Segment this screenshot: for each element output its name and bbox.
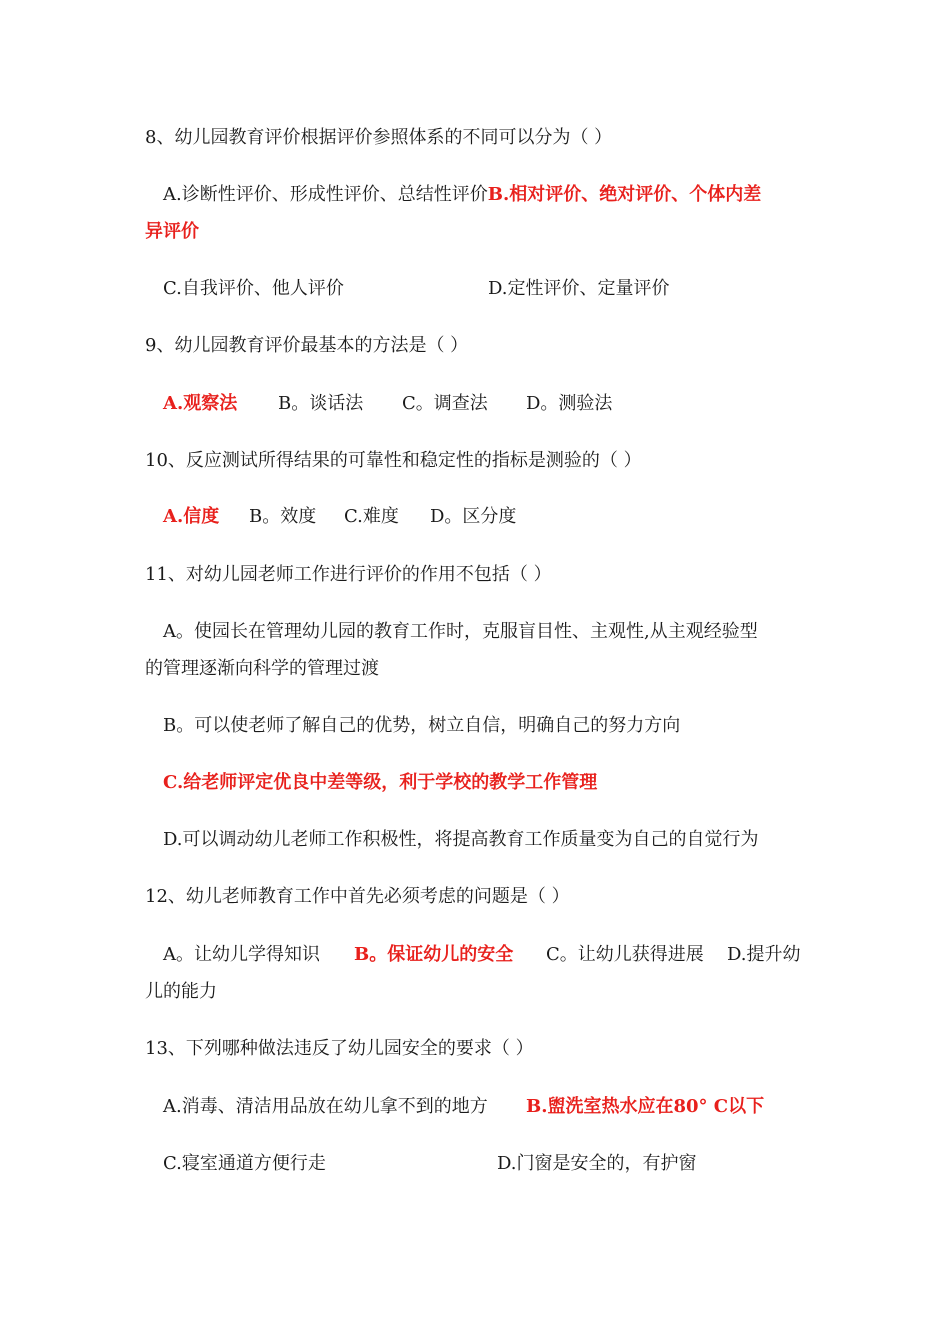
question-10-option-c: C.难度 (344, 506, 399, 527)
question-8-option-b-continuation: 异评价 (145, 221, 199, 242)
question-13-stem: 13、下列哪种做法违反了幼儿园安全的要求（ ） (145, 1038, 534, 1059)
question-8-option-c: C.自我评价、他人评价 (163, 278, 344, 299)
question-8-stem: 8、幼儿园教育评价根据评价参照体系的不同可以分为（ ） (145, 127, 613, 148)
question-12-stem: 12、幼儿老师教育工作中首先必须考虑的问题是（ ） (145, 886, 570, 907)
question-8-options-row-1 (163, 184, 761, 206)
question-9-stem: 9、幼儿园教育评价最基本的方法是（ ） (145, 335, 469, 356)
question-12-option-d-continuation: 儿的能力 (145, 981, 217, 1002)
question-9-option-c: C。调查法 (402, 393, 488, 414)
question-10-stem: 10、反应测试所得结果的可靠性和稳定性的指标是测验的（ ） (145, 450, 642, 471)
question-13-option-c: C.寝室通道方便行走 (163, 1153, 326, 1174)
question-11-option-c-answer: C.给老师评定优良中差等级，利于学校的教学工作管理 (163, 772, 598, 793)
question-8-option-d: D.定性评价、定量评价 (488, 278, 670, 299)
question-8-option-a: A.诊断性评价、形成性评价、总结性评价 (163, 184, 488, 205)
question-12-option-d: D.提升幼 (727, 944, 801, 965)
question-12-option-c: C。让幼儿获得进展 (546, 944, 704, 965)
question-10-option-d: D。区分度 (430, 506, 517, 527)
question-12-option-a: A。让幼儿学得知识 (163, 944, 320, 965)
question-11-option-b: B。可以使老师了解自己的优势，树立自信，明确自己的努力方向 (163, 715, 681, 736)
question-11-option-d: D.可以调动幼儿老师工作积极性，将提高教育工作质量变为自己的自觉行为 (163, 829, 759, 850)
question-11-option-a: A。使园长在管理幼儿园的教育工作时，克服盲目性、主观性,从主观经验型 (163, 621, 758, 642)
question-9-option-a-answer: A.观察法 (163, 393, 238, 414)
question-9-option-b: B。谈话法 (278, 393, 364, 414)
question-10-option-b: B。效度 (249, 506, 317, 527)
question-13-option-a: A.消毒、清洁用品放在幼儿拿不到的地方 (163, 1096, 488, 1117)
question-9-option-d: D。测验法 (526, 393, 613, 414)
question-11-option-a-continuation: 的管理逐渐向科学的管理过渡 (145, 658, 379, 679)
question-8-option-b-answer: B.相对评价、绝对评价、个体内差 (487, 184, 762, 205)
question-11-stem: 11、对幼儿园老师工作进行评价的作用不包括（ ） (145, 564, 552, 585)
question-12-option-b-answer: B。保证幼儿的安全 (354, 944, 514, 965)
question-13-option-b-answer: B.盥洗室热水应在80° C以下 (526, 1096, 765, 1117)
question-10-option-a-answer: A.信度 (163, 506, 220, 527)
question-13-option-d: D.门窗是安全的，有护窗 (497, 1153, 697, 1174)
